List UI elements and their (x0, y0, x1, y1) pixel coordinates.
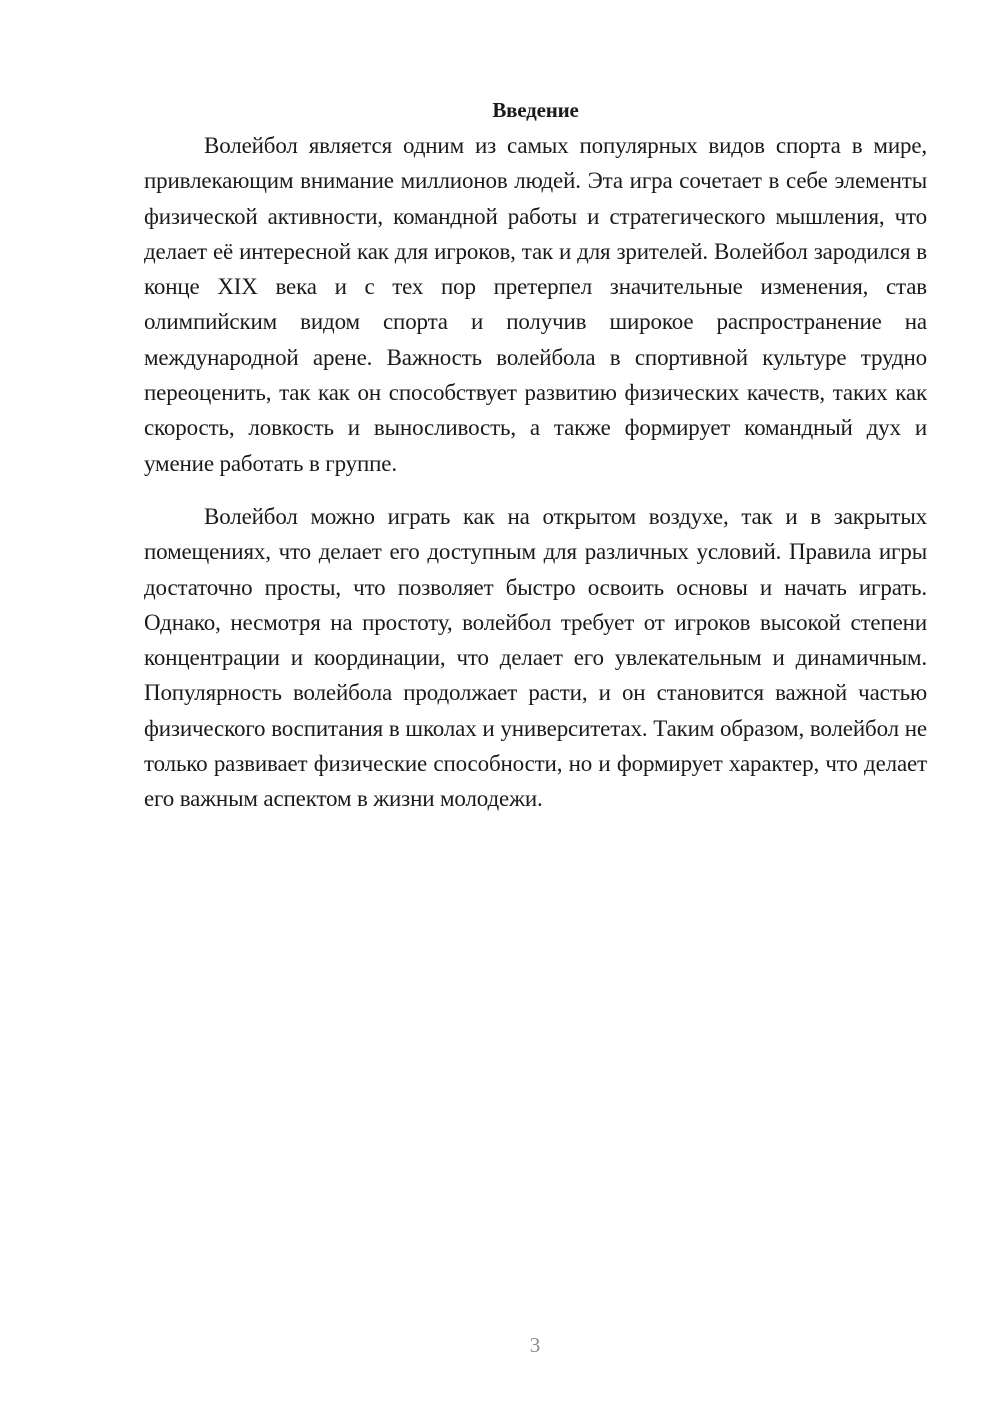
page-number: 3 (529, 1333, 541, 1357)
section-heading: Введение (492, 98, 579, 122)
paragraph-2: Волейбол можно играть как на открытом воздухе, так и в закрытых помещениях, что делает его доступным для различных условий. Правила игры достаточно просты, что позволяет быстро освоить основы и начать играть. Однако, несмотря на простоту, волейбол требует от игроков высокой степени концентрации и координации, что делает его увлекательным и динамичным. Популярность волейбола продолжает расти, и он становится важной частью физического воспитания в школах и университетах. Таким образом, волейбол не только развивает физические способности, но и формирует характер, что делает его важным аспектом в жизни молодежи. (144, 503, 927, 812)
page-content (144, 93, 927, 817)
paragraph-1: Волейбол является одним из самых популярных видов спорта в мире, привлекающим внимание миллионов людей. Эта игра сочетает в себе элементы физической активности, командной работы и стратегического мышления, что делает её интересной как для игроков, так и для зрителей. Волейбол зародился в конце XIX века и с тех пор претерпел значительные изменения, став олимпийским видом спорта и получив широкое распространение на международной арене. Важность волейбола в спортивной культуре трудно переоценить, так как он способствует развитию физических качеств, таких как скорость, ловкость и выносливость, а также формирует командный дух и умение работать в группе. (144, 133, 927, 476)
